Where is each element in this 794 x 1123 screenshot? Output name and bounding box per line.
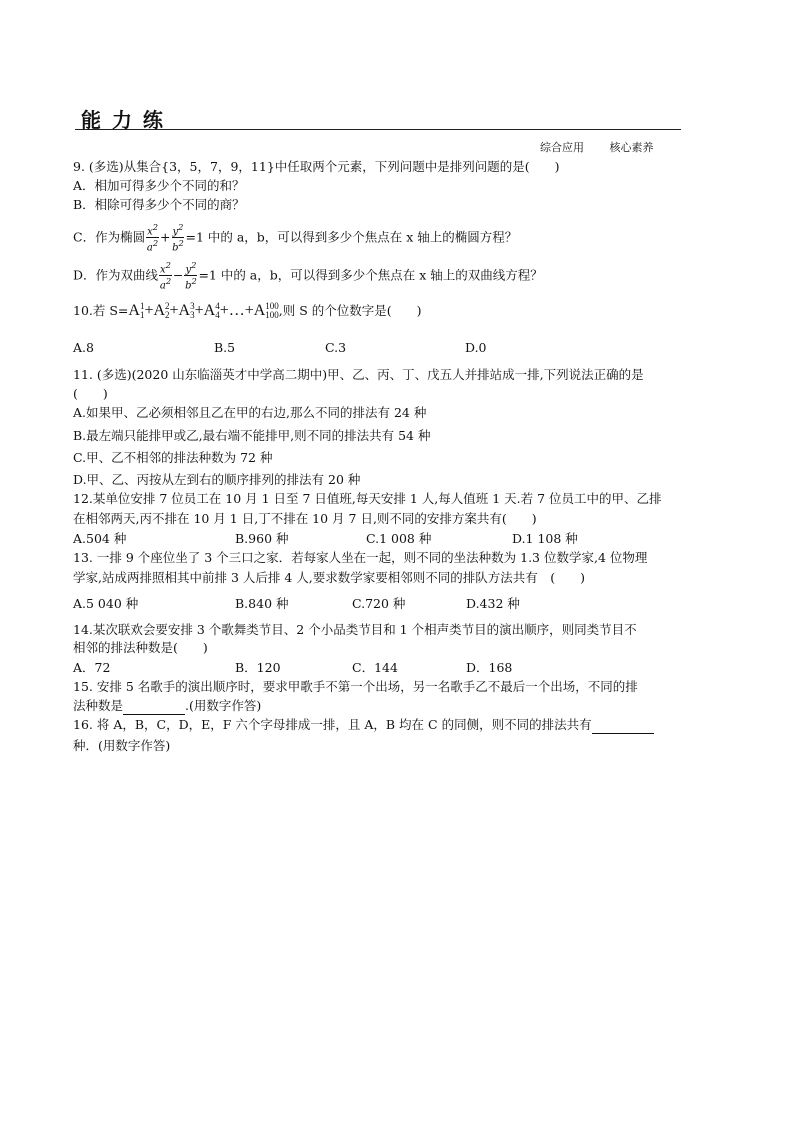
q9-option-c-label: C．作为椭圆 [73, 229, 146, 245]
q9-stem: 9. (多选)从集合{3，5，7，9，11}中任取两个元素，下列问题中是排列问题的是( ) [73, 159, 560, 174]
q14-option-d: D．168 [466, 660, 513, 675]
q16-stem-line1 [73, 716, 654, 734]
q9-option-d-text: =1 中的 a，b，可以得到多少个焦点在 x 轴上的双曲线方程？ [198, 267, 543, 283]
q11-stem-line2: ( ) [73, 386, 108, 401]
q11-option-c: C.甲、乙不相邻的排法种数为 72 种 [73, 450, 273, 465]
q9-option-b: B．相除可得多少个不同的商？ [73, 197, 245, 212]
q16-stem-pre: 16. 将 A，B，C，D，E，F 六个字母排成一排，且 A，B 均在 C 的同侧，则不同的排法共有 [73, 717, 592, 732]
q11-option-d: D.甲、乙、丙按从左到右的顺序排列的排法有 20 种 [73, 472, 361, 487]
q9-option-c-text: =1 中的 a，b，可以得到多少个焦点在 x 轴上的椭圆方程？ [185, 229, 518, 245]
q9-option-d-label: D．作为双曲线 [73, 267, 159, 283]
tag-application: 综合应用 [540, 141, 584, 154]
q15-stem-pre: 法种数是 [73, 698, 124, 713]
q12-option-c: C.1 008 种 [366, 531, 432, 546]
q16-answer-blank[interactable] [592, 733, 654, 734]
q13-stem-line1: 13. 一排 9 个座位坐了 3 个三口之家．若每家人坐在一起，则不同的坐法种数为 1.3 位数学家,4 位物理 [73, 550, 648, 565]
q10-stem [73, 302, 422, 320]
q15-stem-line1: 15. 安排 5 名歌手的演出顺序时，要求甲歌手不第一个出场，另一名歌手乙不最后一个出场，不同的排 [73, 679, 638, 694]
q14-stem-line2: 相邻的排法种数是( ) [73, 640, 208, 655]
q12-option-a: A.504 种 [73, 531, 127, 546]
q16-stem-line2: 种．(用数字作答) [73, 738, 171, 753]
q12-option-d: D.1 108 种 [512, 531, 578, 546]
section-tags [540, 139, 676, 155]
hyperbola-fraction-y: $\frac{y^2}{b^2}$ [185, 260, 197, 292]
q14-option-a: A．72 [73, 660, 111, 675]
q14-option-c: C．144 [352, 660, 398, 675]
q10-stem-pre: 10.若 S= [73, 303, 129, 318]
q14-stem-line1: 14.某次联欢会要安排 3 个歌舞类节目、2 个小品类节目和 1 个相声类节目的演出顺序，则同类节目不 [73, 622, 637, 637]
q10-option-a: A.8 [73, 340, 94, 355]
q13-option-a: A.5 040 种 [73, 596, 139, 611]
q10-option-c: C.3 [325, 340, 347, 355]
tag-literacy: 核心素养 [609, 141, 654, 154]
q13-stem-line2: 学家,站成两排照相其中前排 3 人后排 4 人,要求数学家要相邻则不同的排队方法共有 ( ) [73, 570, 586, 585]
q11-stem-line1: 11. (多选)(2020 山东临淄英才中学高二期中)甲、乙、丙、丁、戊五人并排站成一排,下列说法正确的是 [73, 367, 644, 382]
section-title: 能 力 练 [81, 108, 165, 132]
ellipse-fraction-y: $\frac{y^2}{b^2}$ [172, 222, 184, 254]
q10-formula: A 1 1 +A 2 2 +A 3 3 +A 4 4 +…+A 100 100 [128, 301, 279, 321]
q13-option-b: B.840 种 [235, 596, 289, 611]
q15-stem-line2 [73, 697, 261, 715]
q9-option-a: A．相加可得多少个不同的和？ [73, 178, 245, 193]
q9-option-c: C．作为椭圆 $\frac{x^2}{a^2}$ + $\frac{y^2}{b^2}$ =1 中的 a，b，可以得到多少个焦点在 x 轴上的椭圆方程？ [73, 222, 518, 254]
section-title-bar [75, 103, 681, 130]
q10-stem-post: ,则 S 的个位数字是( ) [278, 303, 422, 318]
q12-option-b: B.960 种 [235, 531, 289, 546]
hyperbola-fraction-x: $\frac{x^2}{a^2}$ [159, 260, 172, 292]
q12-stem-line1: 12.某单位安排 7 位员工在 10 月 1 日至 7 日值班,每天安排 1 人,每人值班 1 天.若 7 位员工中的甲、乙排 [73, 491, 662, 506]
q13-option-c: C.720 种 [352, 596, 406, 611]
q12-stem-line2: 在相邻两天,丙不排在 10 月 1 日,丁不排在 10 月 7 日,则不同的安排方案共有( ) [73, 511, 537, 526]
q10-option-b: B.5 [214, 340, 236, 355]
q15-stem-post: .(用数字作答) [185, 698, 262, 713]
q11-option-a: A.如果甲、乙必须相邻且乙在甲的右边,那么不同的排法有 24 种 [73, 405, 427, 420]
q10-option-d: D.0 [465, 340, 487, 355]
q15-answer-blank[interactable] [123, 714, 185, 715]
q9-option-d: D．作为双曲线 $\frac{x^2}{a^2}$ − $\frac{y^2}{b^2}$ =1 中的 a，b，可以得到多少个焦点在 x 轴上的双曲线方程？ [73, 260, 543, 292]
q11-option-b: B.最左端只能排甲或乙,最右端不能排甲,则不同的排法共有 54 种 [73, 428, 431, 443]
q13-option-d: D.432 种 [466, 596, 520, 611]
q14-option-b: B．120 [235, 660, 281, 675]
ellipse-fraction-x: $\frac{x^2}{a^2}$ [146, 222, 159, 254]
